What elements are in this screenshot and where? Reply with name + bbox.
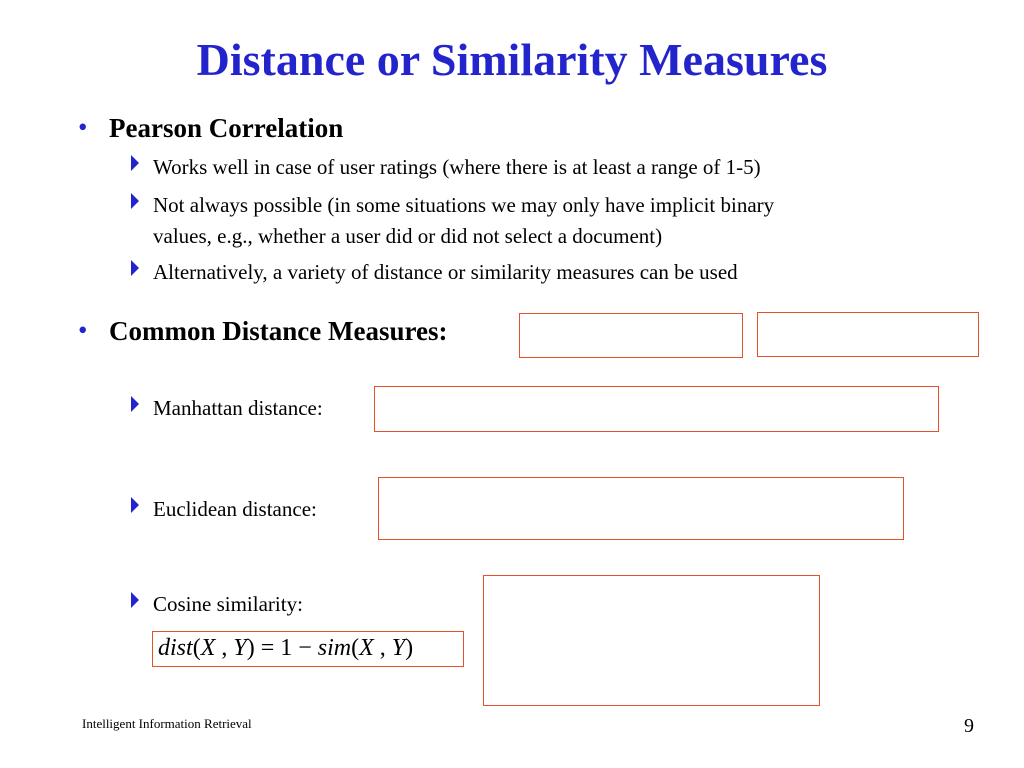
formula-placeholder-box — [519, 313, 743, 358]
formula-placeholder-box — [757, 312, 979, 357]
bullet-dot-icon: • — [78, 112, 88, 142]
formula-comma: , — [373, 635, 392, 661]
page-number: 9 — [964, 715, 974, 737]
formula-equals-one-minus: ) = 1 − — [246, 635, 318, 661]
bullet-pearson-correlation: Pearson Correlation — [109, 113, 344, 143]
arrow-bullet-icon — [131, 193, 139, 209]
slide-title: Distance or Similarity Measures — [196, 34, 828, 85]
sub-item-user-ratings: Works well in case of user ratings (where there is at least a range of 1-5) — [153, 155, 761, 179]
sub-item-not-always-possible: Not always possible (in some situations we may only have implicit binary — [153, 193, 775, 217]
bullet-dot-icon: • — [78, 315, 88, 345]
sub-item-not-always-possible-cont: values, e.g., whether a user did or did not select a document) — [153, 224, 663, 248]
formula-rparen: ) — [405, 635, 414, 661]
arrow-bullet-icon — [131, 497, 139, 513]
formula-dist: dist — [158, 635, 193, 661]
sub-item-euclidean-distance: Euclidean distance: — [153, 497, 317, 521]
formula-lparen: ( — [192, 635, 201, 661]
formula-x: X — [359, 635, 374, 661]
sub-item-manhattan-distance: Manhattan distance: — [153, 396, 323, 420]
distance-from-similarity-formula — [152, 631, 464, 667]
formula-x: X — [200, 635, 216, 661]
euclidean-formula-box — [378, 477, 904, 540]
manhattan-formula-box — [374, 386, 939, 432]
arrow-bullet-icon — [131, 396, 139, 412]
formula-comma: , — [215, 635, 234, 661]
sub-item-cosine-similarity: Cosine similarity: — [153, 592, 303, 616]
formula-y: Y — [233, 635, 247, 661]
arrow-bullet-icon — [131, 155, 139, 171]
formula-sim: sim — [317, 635, 352, 661]
cosine-formula-box — [483, 575, 820, 706]
sub-item-alternatively: Alternatively, a variety of distance or similarity measures can be used — [153, 260, 738, 284]
bullet-common-distance-measures: Common Distance Measures: — [109, 316, 448, 346]
formula-y: Y — [391, 635, 406, 661]
footer-course-title: Intelligent Information Retrieval — [82, 716, 252, 731]
formula-lparen: ( — [351, 635, 360, 661]
arrow-bullet-icon — [131, 260, 139, 276]
arrow-bullet-icon — [131, 592, 139, 608]
